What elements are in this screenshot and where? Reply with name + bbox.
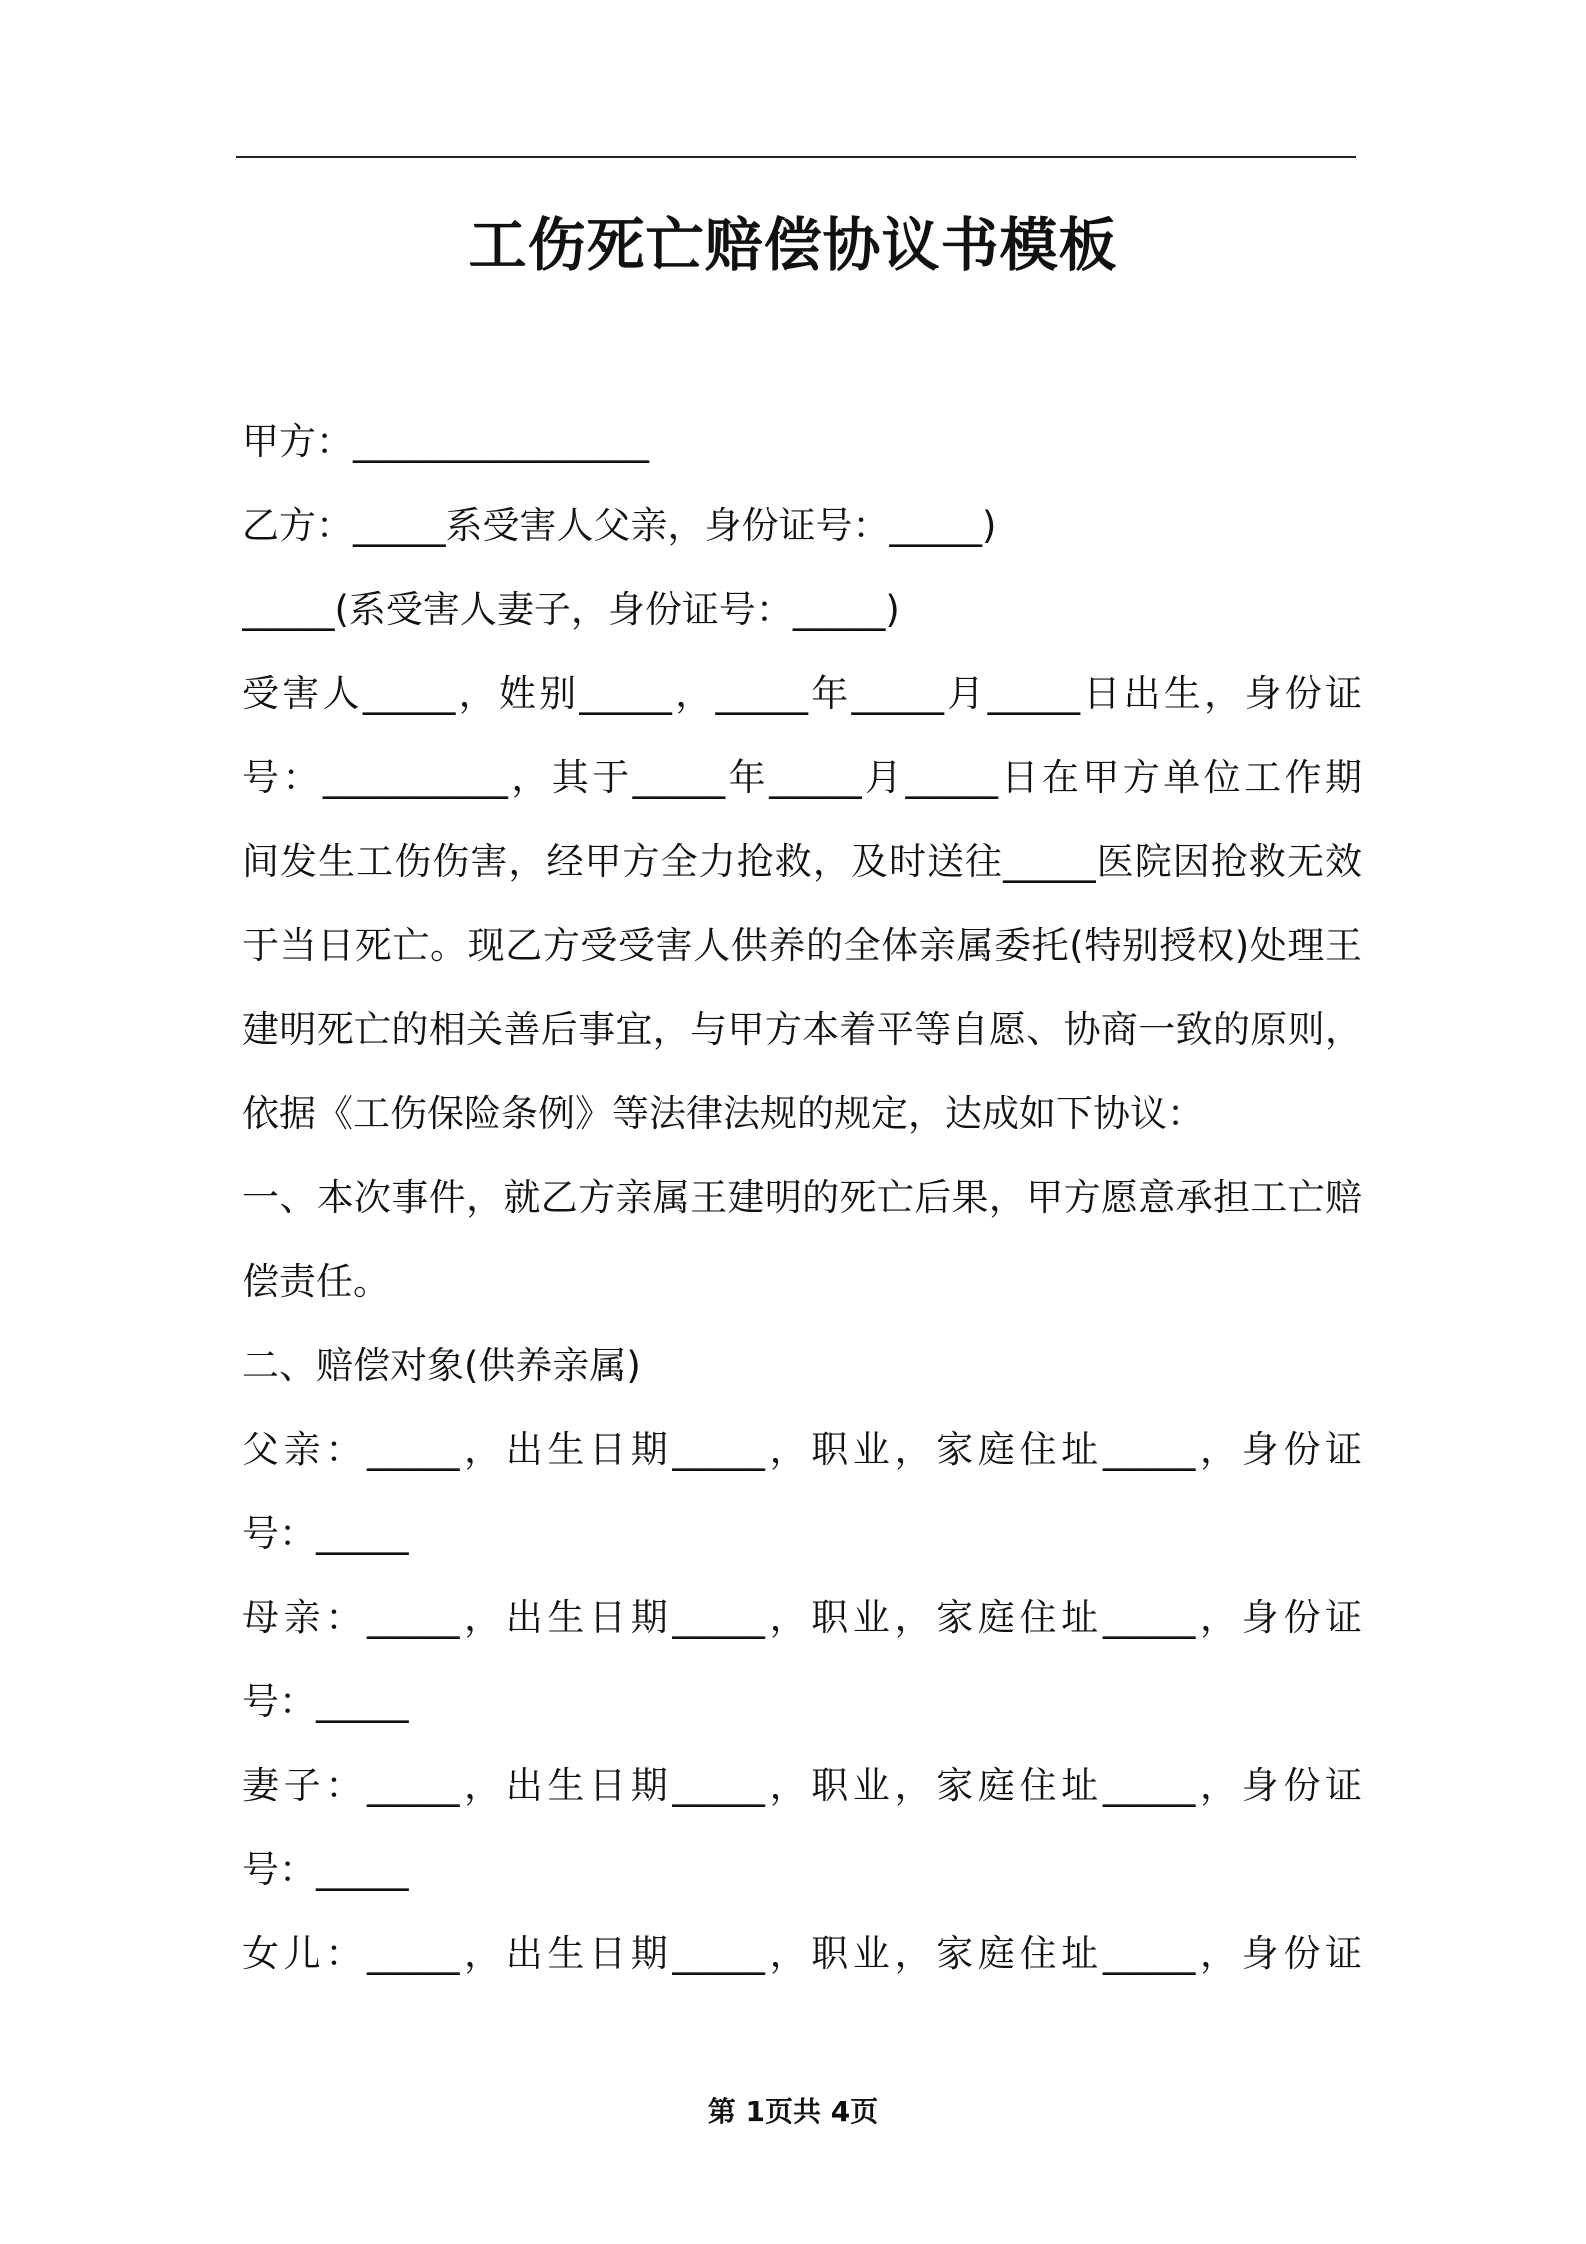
victim-info-line-5: 建明死亡的相关善后事宜，与甲方本着平等自愿、协商一致的原则， <box>242 1008 1362 1051</box>
wife-info-line-1: 妻子：_____，出生日期_____，职业，家庭住址_____，身份证 <box>242 1764 1362 1807</box>
document-title: 工伤死亡赔偿协议书模板 <box>468 211 1118 279</box>
father-info-line-1: 父亲：_____，出生日期_____，职业，家庭住址_____，身份证 <box>242 1428 1362 1471</box>
clause-1-line-1: 一、本次事件，就乙方亲属王建明的死亡后果，甲方愿意承担工亡赔 <box>242 1176 1362 1219</box>
victim-info-line-2: 号：__________，其于_____年_____月_____日在甲方单位工作期 <box>242 756 1362 799</box>
daughter-info-line-1: 女儿：_____，出生日期_____，职业，家庭住址_____，身份证 <box>242 1932 1362 1975</box>
victim-info-line-6: 依据《工伤保险条例》等法律法规的规定，达成如下协议： <box>242 1092 1204 1135</box>
page-number: 第 1页共 4页 <box>707 2095 879 2128</box>
party-b-wife-line: _____(系受害人妻子，身份证号：_____) <box>242 588 900 631</box>
clause-1-line-2: 偿责任。 <box>242 1260 390 1303</box>
clause-2-heading: 二、赔偿对象(供养亲属) <box>242 1344 641 1387</box>
father-info-line-2: 号：_____ <box>242 1512 409 1555</box>
victim-info-line-3: 间发生工伤伤害，经甲方全力抢救，及时送往_____医院因抢救无效 <box>242 840 1362 883</box>
document-body <box>242 400 1362 1996</box>
victim-info-line-4: 于当日死亡。现乙方受受害人供养的全体亲属委托(特别授权)处理王 <box>242 924 1362 967</box>
party-b-line: 乙方：_____系受害人父亲，身份证号：_____) <box>242 504 997 547</box>
header-rule <box>236 156 1356 158</box>
victim-info-line-1: 受害人_____，姓别_____，_____年_____月_____日出生，身份证 <box>242 672 1362 715</box>
mother-info-line-2: 号：_____ <box>242 1680 409 1723</box>
mother-info-line-1: 母亲：_____，出生日期_____，职业，家庭住址_____，身份证 <box>242 1596 1362 1639</box>
wife-info-line-2: 号：_____ <box>242 1848 409 1891</box>
party-a-line: 甲方：________________ <box>242 420 649 463</box>
